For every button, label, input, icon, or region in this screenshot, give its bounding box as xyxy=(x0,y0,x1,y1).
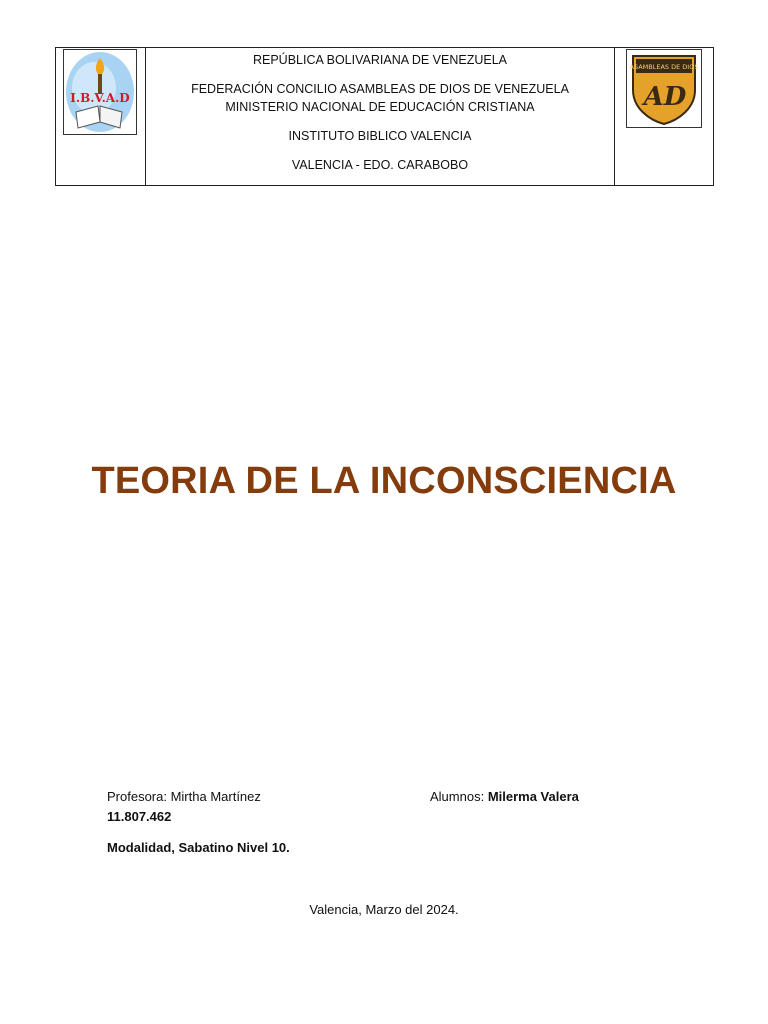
header-line-location: VALENCIA - EDO. CARABOBO xyxy=(291,158,469,172)
students-block xyxy=(430,788,579,806)
asambleas-de-dios-logo xyxy=(626,49,702,128)
header-logo-cell-right xyxy=(614,48,713,185)
ibvad-logo xyxy=(63,49,137,135)
header-line-institute: INSTITUTO BIBLICO VALENCIA xyxy=(288,129,472,143)
modality: Modalidad, Sabatino Nivel 10. xyxy=(107,840,290,855)
asambleas-logo-top-text: ASAMBLEAS DE DIOS xyxy=(629,63,699,71)
header-line-federation: FEDERACIÓN CONCILIO ASAMBLEAS DE DIOS DE VENEZUELA MINISTERIO NACIONAL DE EDUCACIÓN CRISTIANA xyxy=(191,82,569,114)
asambleas-logo-graphic xyxy=(627,50,701,127)
header-logo-cell-left xyxy=(56,48,146,185)
header-line-republic: REPÚBLICA BOLIVARIANA DE VENEZUELA xyxy=(252,53,508,67)
header-text-cell xyxy=(146,48,614,185)
header-table xyxy=(55,47,714,186)
place-date: Valencia, Marzo del 2024. xyxy=(309,902,459,917)
ibvad-logo-text: I.B.V.A.D xyxy=(70,91,130,105)
students-label: Alumnos: xyxy=(430,789,488,804)
ibvad-logo-graphic xyxy=(64,50,136,134)
teacher-label: Profesora: Mirtha Martínez xyxy=(107,789,261,804)
teacher-id: 11.807.462 xyxy=(107,809,172,824)
document-title: TEORIA DE LA INCONSCIENCIA xyxy=(91,460,677,502)
student-name: Milerma Valera xyxy=(487,789,579,804)
asambleas-logo-mark: AD xyxy=(643,82,687,112)
